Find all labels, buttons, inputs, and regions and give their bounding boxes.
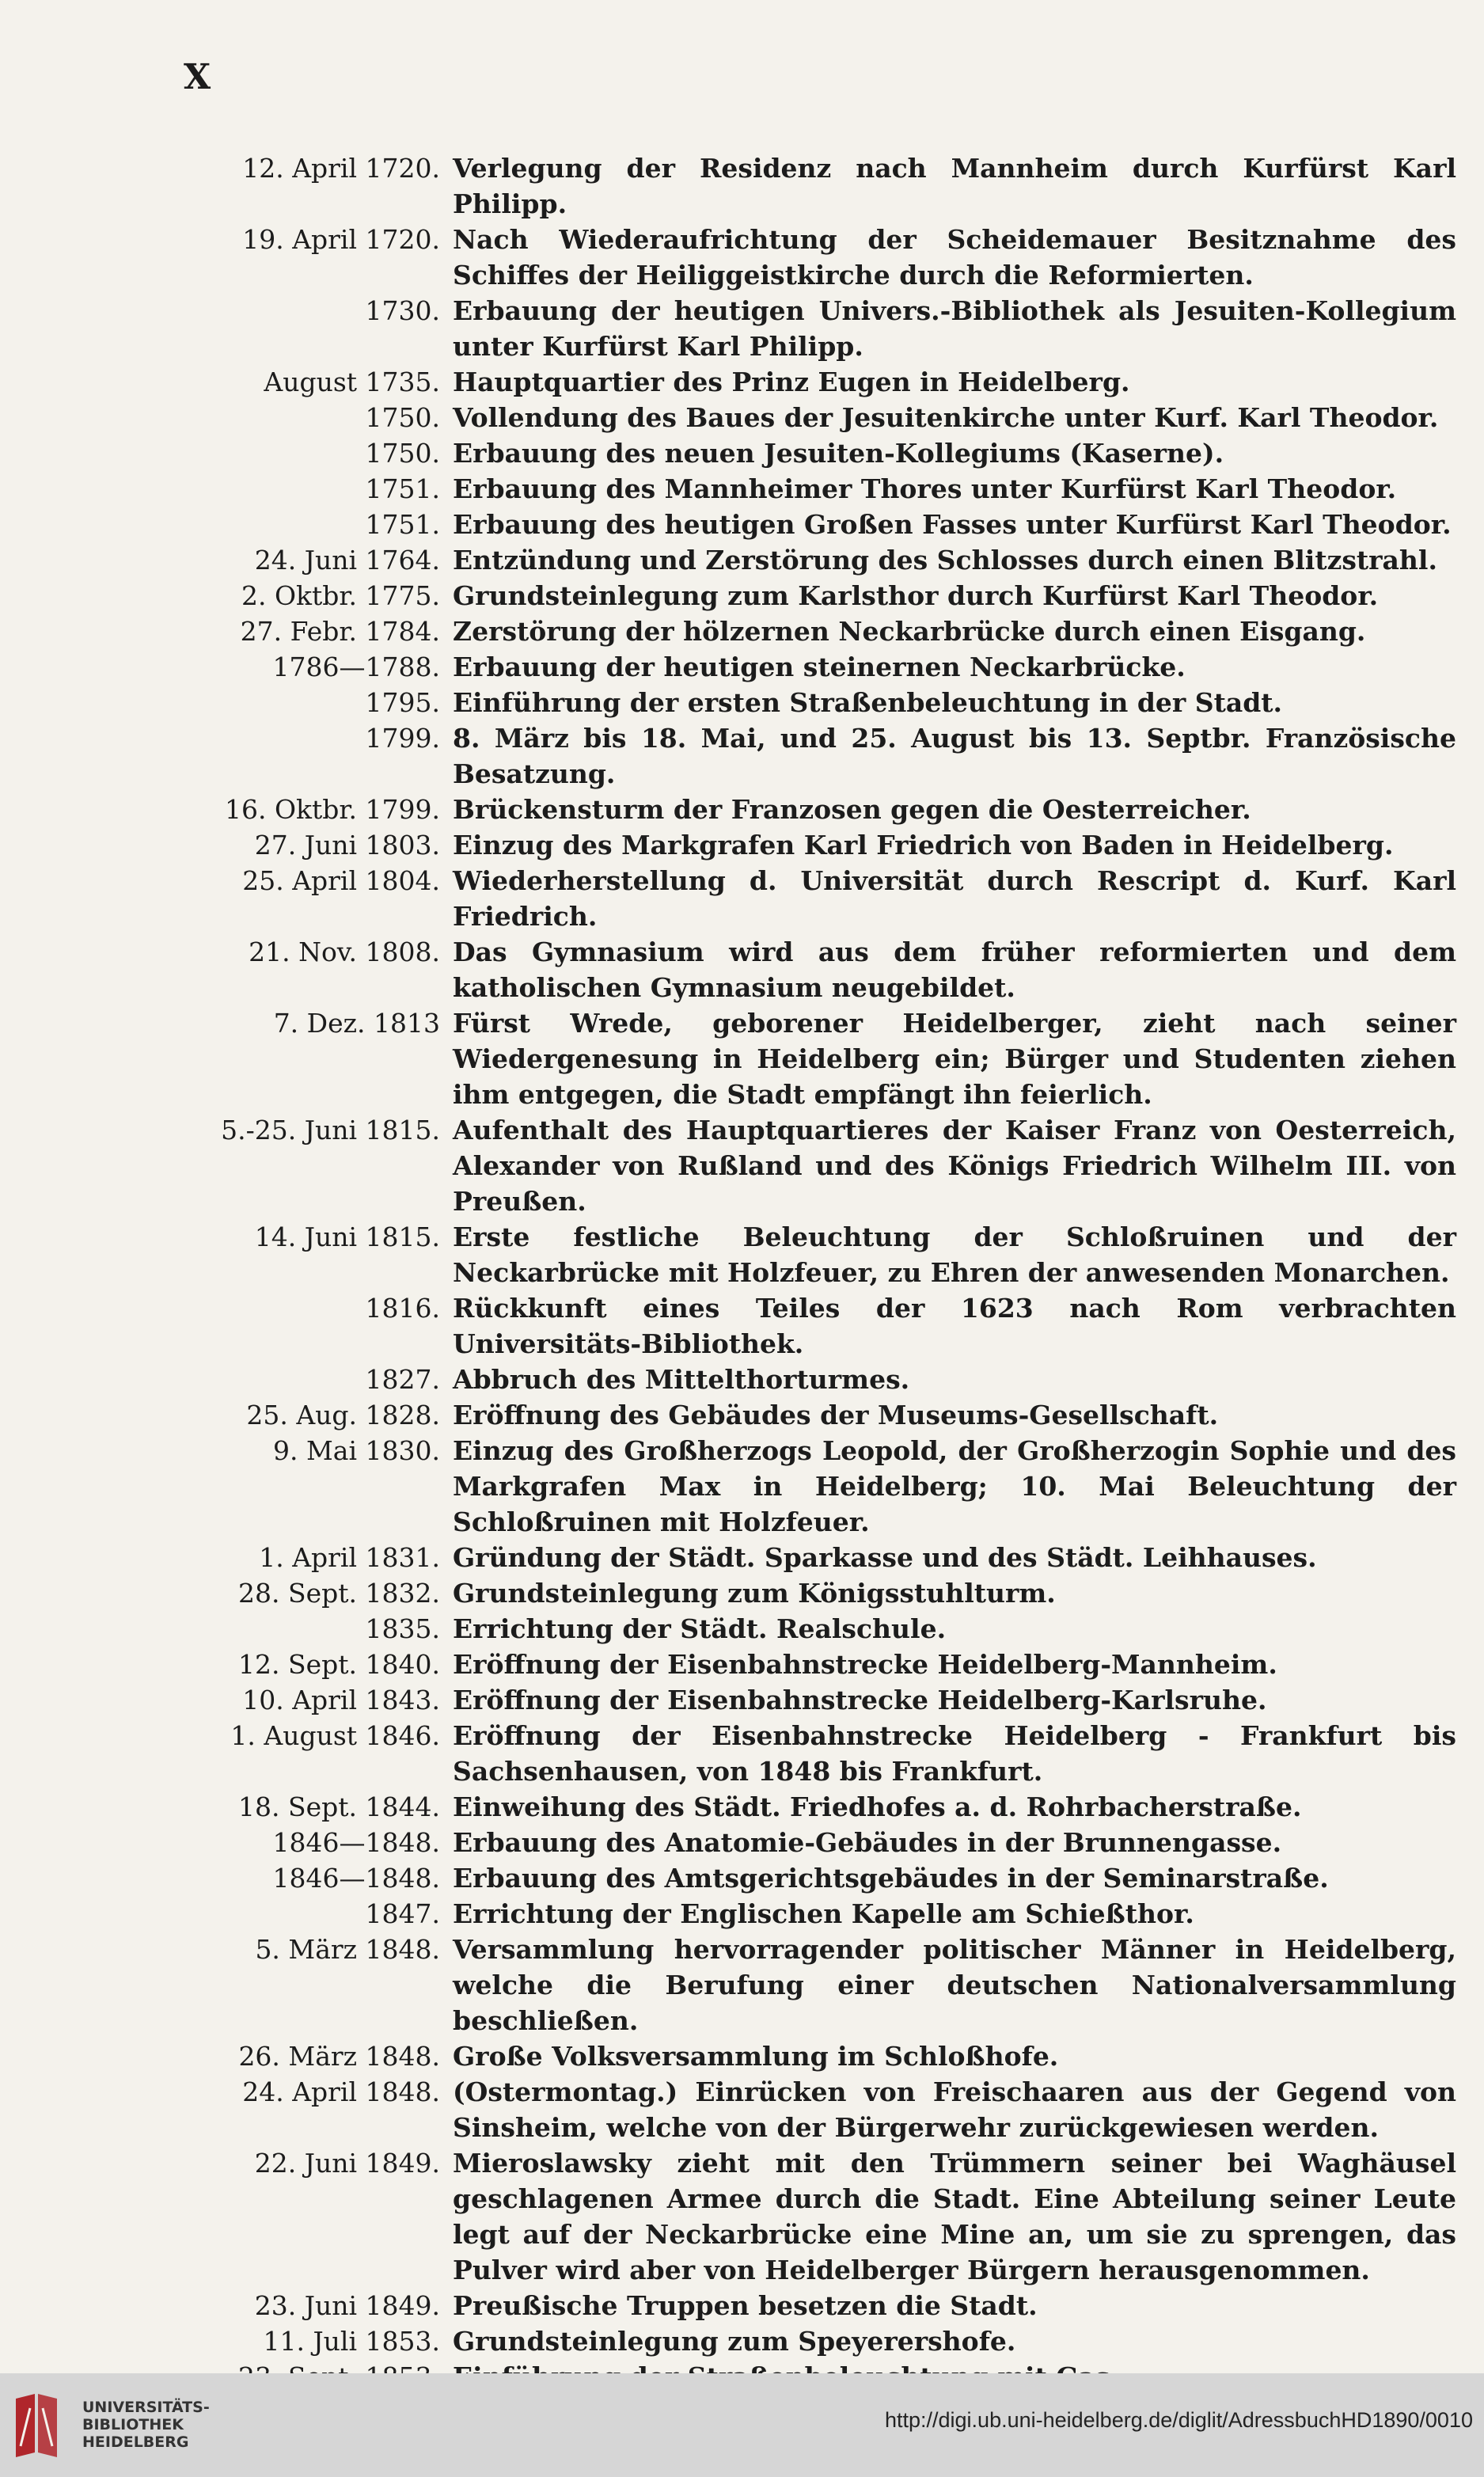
chronicle-entry — [0, 863, 1484, 934]
entry-text: (Ostermontag.) Einrücken von Freischaaren aus der Gegend von Sinsheim, welche von der Bürgerwehr zurückgewiesen werden. — [453, 2076, 1456, 2143]
chronicle-entry — [0, 1682, 1484, 1718]
entry-text: Große Volksversammlung im Schloßhofe. — [453, 2041, 1059, 2072]
entry-date: 22. Juni 1849. — [254, 2148, 440, 2179]
entry-date: 11. Juli 1853. — [263, 2326, 440, 2357]
entry-text: Das Gymnasium wird aus dem früher reformierten und dem katholischen Gymnasium neugebildet. — [453, 936, 1456, 1003]
entry-date: 27. Febr. 1784. — [240, 616, 440, 647]
entry-text: Fürst Wrede, geborener Heidelberger, zieht nach seiner Wiedergenesung in Heidelberg ein; Bürger und Studenten ziehen ihm entgegen, die Stadt empfängt ihn feierlich. — [453, 1008, 1456, 1110]
chronicle-entry — [0, 1611, 1484, 1647]
entry-date: 21. Nov. 1808. — [249, 936, 440, 967]
entry-date: 1751. — [365, 473, 440, 504]
entry-text: Nach Wiederaufrichtung der Scheidemauer Besitznahme des Schiffes der Heiliggeistkirche durch die Reformierten. — [453, 224, 1456, 291]
chronicle-entry — [0, 150, 1484, 222]
chronicle-entry — [0, 1647, 1484, 1682]
chronicle-entry — [0, 649, 1484, 685]
chronicle-entry — [0, 720, 1484, 792]
entry-text: Versammlung hervorragender politischer Männer in Heidelberg, welche die Berufung einer deutschen Nationalversammlung beschließen. — [453, 1934, 1456, 2036]
entry-date: 24. Juni 1764. — [254, 545, 440, 576]
entry-text: Entzündung und Zerstörung des Schlosses durch einen Blitzstrahl. — [453, 545, 1437, 576]
entry-date: 23. Juni 1849. — [254, 2290, 440, 2321]
entry-date: 1835. — [365, 1613, 440, 1644]
source-url-link[interactable]: http://digi.ub.uni-heidelberg.de/diglit/AdressbuchHD1890/0010 — [884, 2408, 1473, 2432]
entry-text: Wiederherstellung d. Universität durch Rescript d. Kurf. Karl Friedrich. — [453, 865, 1456, 932]
chronicle-list — [0, 150, 1484, 2395]
entry-text: Vollendung des Baues der Jesuitenkirche unter Kurf. Karl Theodor. — [453, 402, 1439, 433]
entry-date: 12. April 1720. — [242, 153, 440, 184]
entry-date: 1795. — [365, 687, 440, 718]
chronicle-entry — [0, 400, 1484, 435]
entry-text: Brückensturm der Franzosen gegen die Oesterreicher. — [453, 794, 1251, 825]
entry-date: 1. April 1831. — [259, 1542, 440, 1573]
entry-date: 19. April 1720. — [242, 224, 440, 255]
entry-text: Grundsteinlegung zum Karlsthor durch Kurfürst Karl Theodor. — [453, 580, 1379, 611]
entry-date: 25. Aug. 1828. — [246, 1400, 440, 1430]
entry-date: 10. April 1843. — [242, 1685, 440, 1715]
entry-date: 25. April 1804. — [242, 865, 440, 896]
entry-text: Gründung der Städt. Sparkasse und des Städt. Leihhauses. — [453, 1542, 1317, 1573]
logo-line: UNIVERSITÄTS- — [82, 2399, 210, 2416]
chronicle-entry — [0, 1825, 1484, 1860]
chronicle-entry — [0, 827, 1484, 863]
page-number: X — [184, 57, 211, 97]
entry-date: 27. Juni 1803. — [254, 830, 440, 860]
library-logo-icon — [11, 2391, 74, 2460]
entry-text: Einweihung des Städt. Friedhofes a. d. Rohrbacherstraße. — [453, 1791, 1302, 1822]
entry-text: Einzug des Großherzogs Leopold, der Großherzogin Sophie und des Markgrafen Max in Heidelberg; 10. Mai Beleuchtung der Schloßruinen mit Holzfeuer. — [453, 1435, 1456, 1537]
entry-date: 1846—1848. — [272, 1863, 440, 1894]
entry-date: 12. Sept. 1840. — [238, 1649, 440, 1680]
entry-date: 1846—1848. — [272, 1827, 440, 1858]
logo-line: BIBLIOTHEK — [82, 2416, 184, 2433]
entry-text: Einführung der ersten Straßenbeleuchtung in der Stadt. — [453, 687, 1283, 718]
entry-text: Einzug des Markgrafen Karl Friedrich von Baden in Heidelberg. — [453, 830, 1394, 860]
chronicle-entry — [0, 1860, 1484, 1896]
entry-text: Erbauung des Anatomie-Gebäudes in der Brunnengasse. — [453, 1827, 1282, 1858]
entry-text: Erbauung der heutigen Univers.-Bibliothek als Jesuiten-Kollegium unter Kurfürst Karl Philipp. — [453, 295, 1456, 362]
entry-text: Erbauung der heutigen steinernen Neckarbrücke. — [453, 652, 1186, 682]
chronicle-entry — [0, 293, 1484, 364]
entry-text: Erbauung des Mannheimer Thores unter Kurfürst Karl Theodor. — [453, 473, 1397, 504]
entry-text: Preußische Truppen besetzen die Stadt. — [453, 2290, 1038, 2321]
chronicle-entry — [0, 2074, 1484, 2145]
chronicle-entry — [0, 1433, 1484, 1540]
entry-text: Erbauung des heutigen Großen Fasses unter Kurfürst Karl Theodor. — [453, 509, 1452, 540]
entry-text: Hauptquartier des Prinz Eugen in Heidelberg. — [453, 367, 1130, 397]
chronicle-entry — [0, 2038, 1484, 2074]
entry-date: 7. Dez. 1813 — [273, 1008, 440, 1039]
chronicle-entry — [0, 1575, 1484, 1611]
entry-text: Eröffnung des Gebäudes der Museums-Gesellschaft. — [453, 1400, 1219, 1430]
chronicle-entry — [0, 1896, 1484, 1932]
entry-text: Erbauung des Amtsgerichtsgebäudes in der Seminarstraße. — [453, 1863, 1329, 1894]
entry-date: 16. Oktbr. 1799. — [224, 794, 440, 825]
entry-date: 28. Sept. 1832. — [238, 1578, 440, 1609]
entry-date: 1827. — [365, 1364, 440, 1395]
entry-date: 1730. — [365, 295, 440, 326]
entry-text: Eröffnung der Eisenbahnstrecke Heidelberg - Frankfurt bis Sachsenhausen, von 1848 bis Frankfurt. — [453, 1720, 1456, 1787]
entry-date: 1799. — [365, 723, 440, 754]
entry-date: 1847. — [365, 1898, 440, 1929]
entry-text: Eröffnung der Eisenbahnstrecke Heidelberg-Karlsruhe. — [453, 1685, 1267, 1715]
chronicle-entry — [0, 1540, 1484, 1575]
entry-date: 1750. — [365, 438, 440, 469]
chronicle-entry — [0, 1789, 1484, 1825]
entry-text: Erbauung des neuen Jesuiten-Kollegiums (Kaserne). — [453, 438, 1224, 469]
chronicle-entry — [0, 2288, 1484, 2323]
chronicle-entry — [0, 578, 1484, 614]
chronicle-entry — [0, 507, 1484, 542]
chronicle-entry — [0, 1718, 1484, 1789]
chronicle-entry — [0, 1219, 1484, 1290]
entry-date: 1750. — [365, 402, 440, 433]
chronicle-entry — [0, 542, 1484, 578]
library-logo-text — [82, 2399, 210, 2451]
entry-date: 18. Sept. 1844. — [238, 1791, 440, 1822]
entry-date: August 1735. — [264, 367, 440, 397]
entry-date: 26. März 1848. — [238, 2041, 440, 2072]
chronicle-entry — [0, 2323, 1484, 2359]
entry-text: Zerstörung der hölzernen Neckarbrücke durch einen Eisgang. — [453, 616, 1366, 647]
chronicle-entry — [0, 1932, 1484, 2038]
footer-bar — [0, 2373, 1484, 2477]
chronicle-entry — [0, 792, 1484, 827]
chronicle-entry — [0, 1362, 1484, 1397]
entry-date: 2. Oktbr. 1775. — [241, 580, 440, 611]
entry-text: Erste festliche Beleuchtung der Schloßruinen und der Neckarbrücke mit Holzfeuer, zu Ehren der anwesenden Monarchen. — [453, 1221, 1456, 1288]
entry-date: 5.-25. Juni 1815. — [221, 1115, 440, 1145]
chronicle-entry — [0, 1397, 1484, 1433]
entry-date: 9. Mai 1830. — [273, 1435, 440, 1466]
entry-text: Mieroslawsky zieht mit den Trümmern seiner bei Waghäusel geschlagenen Armee durch die Stadt. Eine Abteilung seiner Leute legt auf der Neckarbrücke eine Mine an, um sie zu sprengen, das Pulver wird aber von Heidelberger Bürgern herausgenommen. — [453, 2148, 1456, 2285]
chronicle-entry — [0, 364, 1484, 400]
logo-line: HEIDELBERG — [82, 2433, 189, 2451]
entry-date: 1816. — [365, 1293, 440, 1324]
entry-text: Grundsteinlegung zum Speyerershofe. — [453, 2326, 1016, 2357]
chronicle-entry — [0, 1112, 1484, 1219]
chronicle-entry — [0, 614, 1484, 649]
entry-date: 14. Juni 1815. — [254, 1221, 440, 1252]
chronicle-entry — [0, 222, 1484, 293]
entry-text: Eröffnung der Eisenbahnstrecke Heidelberg-Mannheim. — [453, 1649, 1277, 1680]
chronicle-entry — [0, 2145, 1484, 2288]
entry-date: 24. April 1848. — [242, 2076, 440, 2107]
entry-date: 1751. — [365, 509, 440, 540]
chronicle-entry — [0, 1290, 1484, 1362]
entry-text: Grundsteinlegung zum Königsstuhlturm. — [453, 1578, 1056, 1609]
chronicle-entry — [0, 934, 1484, 1005]
entry-date: 1. August 1846. — [230, 1720, 440, 1751]
chronicle-entry — [0, 1005, 1484, 1112]
entry-text: Errichtung der Städt. Realschule. — [453, 1613, 947, 1644]
entry-text: Rückkunft eines Teiles der 1623 nach Rom verbrachten Universitäts-Bibliothek. — [453, 1293, 1456, 1359]
chronicle-entry — [0, 685, 1484, 720]
entry-text: Abbruch des Mittelthorturmes. — [453, 1364, 910, 1395]
entry-text: 8. März bis 18. Mai, und 25. August bis 13. Septbr. Französische Besatzung. — [453, 723, 1456, 789]
entry-text: Verlegung der Residenz nach Mannheim durch Kurfürst Karl Philipp. — [453, 153, 1456, 219]
chronicle-entry — [0, 435, 1484, 471]
chronicle-entry — [0, 471, 1484, 507]
entry-text: Aufenthalt des Hauptquartieres der Kaiser Franz von Oesterreich, Alexander von Rußland und des Königs Friedrich Wilhelm III. von Preußen. — [453, 1115, 1456, 1217]
entry-date: 5. März 1848. — [255, 1934, 440, 1965]
entry-date: 1786—1788. — [272, 652, 440, 682]
entry-text: Errichtung der Englischen Kapelle am Schießthor. — [453, 1898, 1194, 1929]
